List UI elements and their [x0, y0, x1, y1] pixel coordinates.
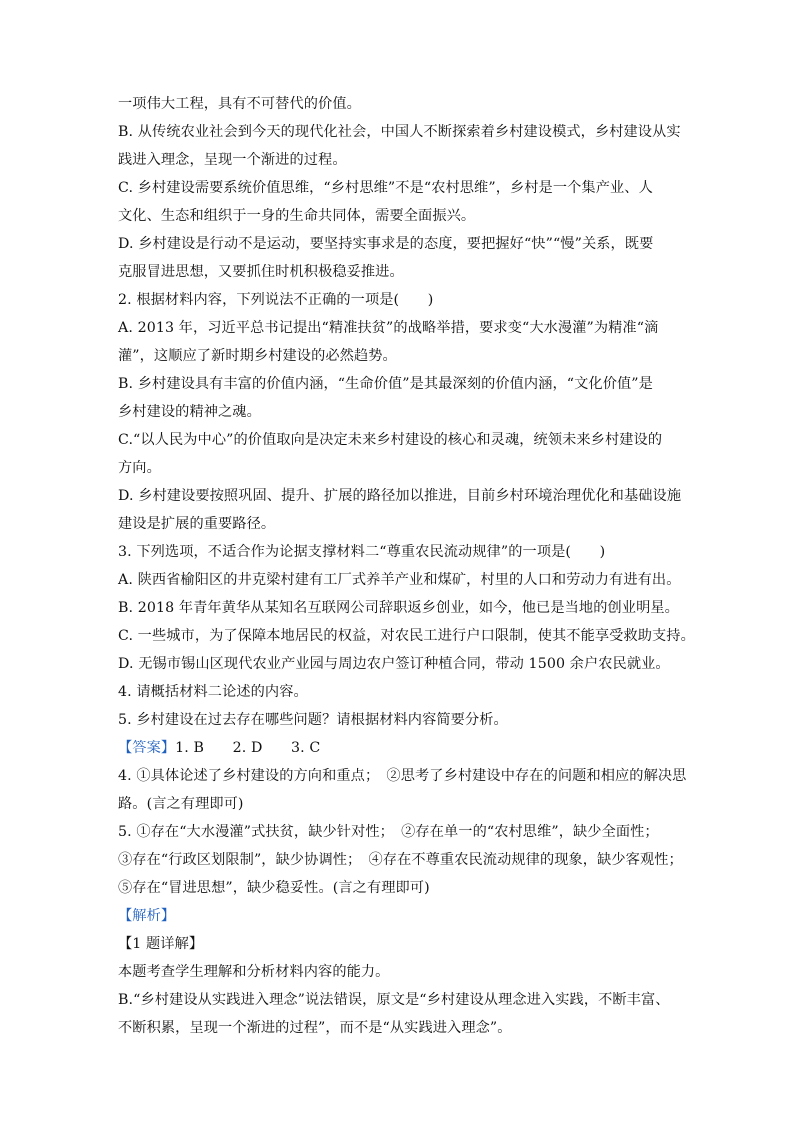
text-line: 克服冒进思想，又要抓住时机积极稳妥推进。	[118, 264, 404, 280]
analysis-line: 本题考查学生理解和分析材料内容的能力。	[118, 964, 390, 980]
text-line: 一项伟大工程，具有不可替代的价值。	[118, 96, 361, 112]
analysis-label: 【解析】	[118, 908, 176, 924]
text-line: 乡村建设的精神之魂。	[118, 404, 261, 420]
text-line: C.“以人民为中心”的价值取向是决定未来乡村建设的核心和灵魂，统领未来乡村建设的	[118, 432, 663, 448]
text-line: 文化、生态和组织于一身的生命共同体，需要全面振兴。	[118, 208, 476, 224]
answer-q4-line: 路。(言之有理即可)	[118, 796, 244, 812]
text-line: C. 乡村建设需要系统价值思维，“乡村思维”不是“农村思维”，乡村是一个集产业、人	[118, 180, 653, 196]
text-line: 践进入理念，呈现一个渐进的过程。	[118, 152, 347, 168]
text-line: D. 无锡市锡山区现代农业产业园与周边农户签订种植合同，带动 1500 余户农民就业。	[118, 656, 670, 672]
answer-q5-line: ⑤存在“冒进思想”，缺少稳妥性。(言之有理即可)	[118, 880, 430, 896]
answer-label: 【答案】	[118, 740, 176, 756]
analysis-line: 不断积累，呈现一个渐进的过程”，而不是“从实践进入理念”。	[118, 1020, 512, 1036]
text-line: B. 从传统农业社会到今天的现代化社会，中国人不断探索着乡村建设模式，乡村建设从实	[118, 124, 681, 140]
answer-line	[118, 738, 678, 758]
text-line: C. 一些城市，为了保障本地居民的权益，对农民工进行户口限制，使其不能享受救助支持。	[118, 628, 695, 644]
text-line: 方向。	[118, 460, 161, 476]
question-4: 4. 请概括材料二论述的内容。	[118, 684, 308, 700]
answer-q5-line: 5. ①存在“大水漫灌”式扶贫，缺少针对性； ②存在单一的“农村思维”，缺少全面性；	[118, 824, 659, 840]
text-line: D. 乡村建设是行动不是运动，要坚持实事求是的态度，要把握好“快”“慢”关系，既要	[118, 236, 654, 252]
text-line: 建设是扩展的重要路径。	[118, 516, 276, 532]
analysis-subtitle: 【1 题详解】	[118, 936, 204, 952]
answer-q5-line: ③存在“行政区划限制”，缺少协调性； ④存在不尊重农民流动规律的现象，缺少客观性；	[118, 852, 683, 868]
analysis-line: B.“乡村建设从实践进入理念”说法错误，原文是“乡村建设从理念进入实践，不断丰富、	[118, 992, 670, 1008]
text-line: 灌”，这顺应了新时期乡村建设的必然趋势。	[118, 348, 397, 364]
question-3: 3. 下列选项，不适合作为论据支撑材料二“尊重农民流动规律”的一项是( )	[118, 544, 606, 560]
text-line: A. 2013 年，习近平总书记提出“精准扶贫”的战略举措，要求变“大水漫灌”为精准“滴	[118, 320, 659, 336]
text-line: D. 乡村建设要按照巩固、提升、扩展的路径加以推进，目前乡村环境治理优化和基础设施	[118, 488, 682, 504]
answer-q4-line: 4. ①具体论述了乡村建设的方向和重点； ②思考了乡村建设中存在的问题和相应的解决思	[118, 768, 687, 784]
question-5: 5. 乡村建设在过去存在哪些问题？请根据材料内容简要分析。	[118, 712, 508, 728]
text-line: A. 陕西省榆阳区的井克梁村建有工厂式养羊产业和煤矿，村里的人口和劳动力有进有出。	[118, 572, 681, 588]
answer-values: 1. B 2. D 3. C	[175, 740, 321, 756]
text-line: B. 2018 年青年黄华从某知名互联网公司辞职返乡创业，如今，他已是当地的创业明星。	[118, 600, 679, 616]
text-line: B. 乡村建设具有丰富的价值内涵，“生命价值”是其最深刻的价值内涵，“文化价值”是	[118, 376, 653, 392]
question-2: 2. 根据材料内容，下列说法不正确的一项是( )	[118, 292, 434, 308]
